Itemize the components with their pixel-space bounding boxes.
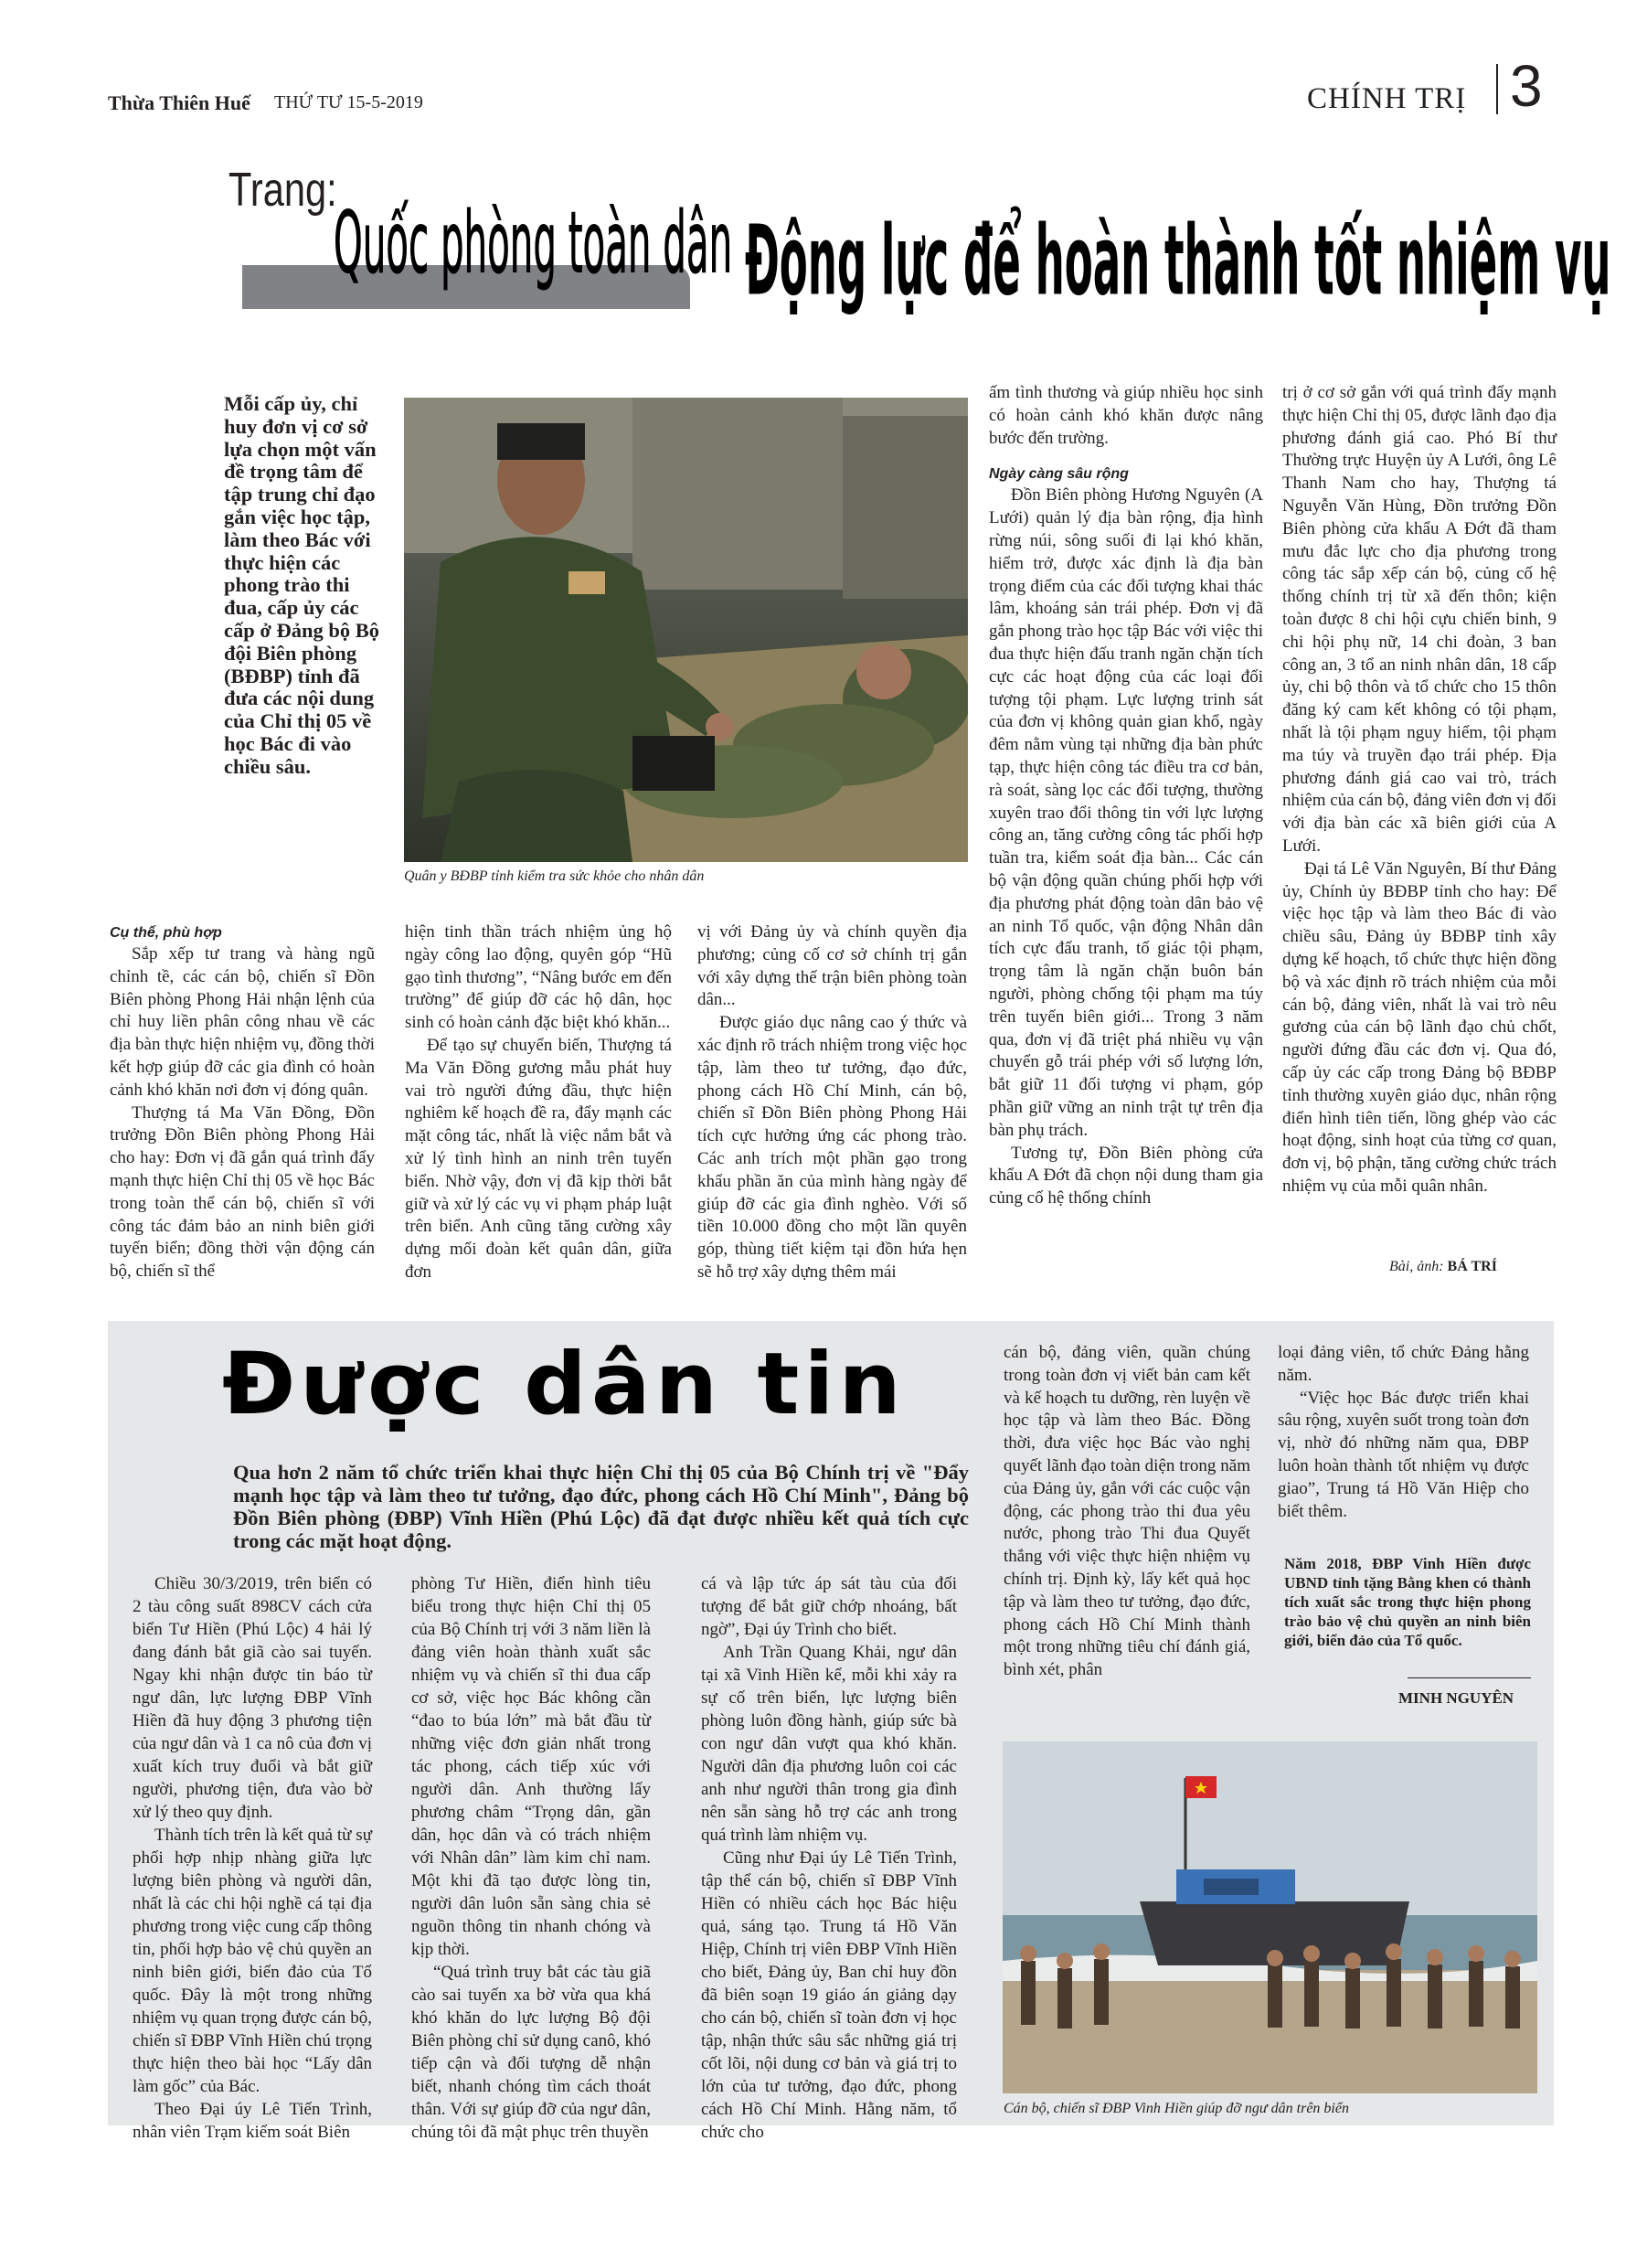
subheading-ngay-cang-sau-rong: Ngày càng sâu rộng <box>989 466 1129 483</box>
header-date: THỨ TƯ 15-5-2019 <box>274 92 423 112</box>
article2-byline: MINH NGUYÊN <box>1398 1689 1514 1707</box>
banner-prefix: Trang: <box>228 164 337 217</box>
article1-byline: Bài, ảnh: BÁ TRÍ <box>1389 1259 1497 1274</box>
article2-column-2: phòng Tư Hiền, điển hình tiêu biểu trong thực hiện Chỉ thị 05 của Bộ Chính trị với 3 năm liền là đảng viên hoàn thành xuất sắc nhiệm vụ và chiến sĩ thi đua cấp cơ sở, việc học Bác không cần “đao to búa lớn” mà bắt đầu từ những việc đơn giản nhất trong tác phong, cách tiếp xúc với người dân. Anh thường lấy phương châm “Trọng dân, gần dân, học dân và có trách nhiệm với Nhân dân” làm kim chỉ nam. Một khi đã tạo được lòng tin, người dân luôn sẵn sàng chia sẻ nguồn thông tin nhanh chóng và kịp thời. “Quá trình truy bắt các tàu giã cào sai tuyến xa bờ vừa qua khá khó khăn do lực lượng Bộ đội Biên phòng chỉ sử dụng canô, khó tiếp cận và đối tượng dễ nhận biết, nhanh chóng tìm cách thoát thân. Với sự giúp đỡ của ngư dân, chúng tôi đã mật phục trên thuyền <box>411 1574 651 2142</box>
banner-page-title: Quốc phòng toàn dân <box>334 193 733 293</box>
article2-photo-caption: Cán bộ, chiến sĩ ĐBP Vinh Hiền giúp đỡ ngư dân trên biển <box>1004 2101 1349 2116</box>
article2-photo <box>1003 1741 1537 2093</box>
medical-check-illustration <box>404 398 968 862</box>
article2-headline: Được dân tin <box>222 1335 906 1434</box>
article1-headline: Động lực để hoàn thành tốt nhiệm vụ <box>745 204 1611 317</box>
subheading-cu-the: Cụ thể, phù hợp <box>110 925 222 941</box>
page-number: 3 <box>1510 53 1543 119</box>
section-label: CHÍNH TRỊ <box>1307 82 1467 115</box>
article1-column-4: ấm tình thương và giúp nhiều học sinh có hoàn cảnh khó khăn được nâng bước đến trường. Ngày càng sâu rộng Đồn Biên phòng Hương Nguyên (A Lưới) quản lý địa bàn rộng, địa hình rừng núi, sông suối đi lại khó khăn, hiểm trở, được xác định là địa bàn trọng điểm của các đối tượng khai thác lâm, khoáng sản trái phép. Đơn vị đã gắn phong trào học tập Bác với việc thi đua thực hiện đấu tranh ngăn chặn tích cực các hoạt động của các loại đối tượng tội phạm. Lực lượng trinh sát của đơn vị không quản gian khổ, ngày đêm nằm vùng tại những địa bàn phức tạp, thực hiện công tác điều tra cơ bản, rà soát, sàng lọc các đối tượng, thường xuyên trao đổi thông tin với lực lượng công an, tăng cường công tác phối hợp tuần tra, kiểm soát địa bàn... Các cán bộ vận động quần chúng phối hợp với địa phương phát động toàn dân bảo vệ an ninh Tổ quốc, vận động Nhân dân tích cực đấu tranh, tố giác tội phạm, trọng tâm là ngăn chặn buôn bán người, phòng chống tội phạm ma túy trên tuyến biên giới... Trong 3 năm qua, đơn vị đã triệt phá nhiều vụ vận chuyển gỗ trái phép với số lượng lớn, bắt giữ 11 đối tượng vi phạm, góp phần giữ vững an ninh trật tự trên địa bàn phụ trách. Tương tự, Đồn Biên phòng cửa khẩu A Đớt đã chọn nội dung tham gia củng cố hệ thống chính <box>989 383 1263 1209</box>
article1-photo-caption: Quân y BĐBP tỉnh kiểm tra sức khỏe cho nhân dân <box>404 868 705 884</box>
article1-column-1: Cụ thể, phù hợp Sắp xếp tư trang và hàng ngũ chỉnh tề, các cán bộ, chiến sĩ Đồn Biên phòng Phong Hải nhận lệnh của chỉ huy liền phân công nhau về các địa bàn thực hiện nhiệm vụ, đồng thời kết hợp giúp đỡ các gia đình có hoàn cảnh khó khăn nơi đơn vị đóng quân. Thượng tá Ma Văn Đồng, Đồn trưởng Đồn Biên phòng Phong Hải cho hay: Đơn vị đã gắn quá trình đẩy mạnh thực hiện Chỉ thị 05 về học Bác trong toàn thể cán bộ, chiến sĩ với công tác đảm bảo an ninh biên giới tuyến biển; đồng thời vận động cán bộ, chiến sĩ thể <box>110 925 375 1282</box>
article2-column-5: loại đảng viên, tổ chức Đảng hằng năm. “Việc học Bác được triển khai sâu rộng, xuyên suốt trong toàn đơn vị, nhờ đó những năm qua, ĐBP luôn hoàn thành tốt nhiệm vụ được giao”, Trung tá Hồ Văn Hiệp cho biết thêm. <box>1278 1343 1529 1521</box>
article1-photo <box>404 398 968 862</box>
article1-column-2: hiện tinh thần trách nhiệm ủng hộ ngày công lao động, quyên góp “Hũ gạo tình thương”, “Nâng bước em đến trường” để giúp đỡ các hộ dân, học sinh có hoàn cảnh đặc biệt khó khăn... Để tạo sự chuyển biến, Thượng tá Ma Văn Đồng gương mẫu phát huy vai trò người đứng đầu, thực hiện nghiêm kế hoạch đề ra, đẩy mạnh các mặt công tác, nhất là việc nắm bắt và xử lý tình hình an ninh trên tuyến biển. Nhờ vậy, đơn vị đã kịp thời bắt giữ và xử lý các vụ vi phạm pháp luật trên biển. Anh cũng tăng cường xây dựng mối đoàn kết quân dân, giữa đơn <box>405 922 672 1282</box>
article2-lead: Qua hơn 2 năm tổ chức triển khai thực hiện Chỉ thị 05 của Bộ Chính trị về "Đẩy mạnh học tập và làm theo tư tưởng, đạo đức, phong cách Hồ Chí Minh", Đảng bộ Đồn Biên phòng (ĐBP) Vĩnh Hiền (Phú Lộc) đã đạt được nhiều kết quả tích cực trong các mặt hoạt động. <box>233 1461 969 1552</box>
header-paper-name: Thừa Thiên Huế <box>108 91 250 114</box>
article1-column-3: vị với Đảng ủy và chính quyền địa phương; củng cố cơ sở chính trị gắn với xây dựng thế trận biên phòng toàn dân... Được giáo dục nâng cao ý thức và xác định rõ trách nhiệm trong việc học tập, làm theo tư tưởng, đạo đức, phong cách Hồ Chí Minh, cán bộ, chiến sĩ Đồn Biên phòng Phong Hải tích cực hưởng ứng các phong trào. Các anh trích một phần gạo trong khẩu phần ăn của mình hàng ngày để giúp đỡ các gia đình nghèo. Với số tiền 10.000 đồng cho một lần quyên góp, thùng tiết kiệm tại đồn hứa hẹn sẽ hỗ trợ xây dựng thêm mái <box>697 922 967 1282</box>
article2-column-4: cán bộ, đảng viên, quần chúng trong toàn đơn vị viết bản cam kết và kế hoạch tu dưỡng, rèn luyện về học tập và làm theo Bác. Đồng thời, đưa việc học Bác vào nghị quyết lãnh đạo toàn diện trong năm của Đảng ủy, gắn với các cuộc vận động, các phong trào thi đua yêu nước, phong trào Thi đua Quyết thắng với việc thực hiện nhiệm vụ chính trị. Định kỳ, lấy kết quả học tập và làm theo tư tưởng, đạo đức, phong cách Hồ Chí Minh thành một trong những tiêu chí đánh giá, bình xét, phân <box>1004 1343 1250 1680</box>
flag-icon <box>1185 1776 1217 1798</box>
article2-column-3: cá và lập tức áp sát tàu của đối tượng để bắt giữ chớp nhoáng, bất ngờ”, Đại úy Trình cho biết. Anh Trần Quang Khải, ngư dân tại xã Vinh Hiền kể, mỗi khi xảy ra sự cố trên biển, lực lượng biên phòng luôn đồng hành, giúp sức bà con ngư dân vượt qua khó khăn. Người dân địa phương luôn coi các anh như người thân trong gia đình nên sẵn sàng hỗ trợ các anh trong quá trình làm nhiệm vụ. Cũng như Đại úy Lê Tiến Trình, tập thể cán bộ, chiến sĩ ĐBP Vĩnh Hiền có nhiều cách học Bác hiệu quả, sáng tạo. Trung tá Hồ Văn Hiệp, Chính trị viên ĐBP Vĩnh Hiền cho biết, Đảng ủy, Ban chỉ huy đồn đã biên soạn 19 giáo án giảng dạy cho cán bộ, chiến sĩ toàn đơn vị học tập, nhận thức sâu sắc những giá trị cốt lõi, nội dung cơ bản và giá trị to lớn của tư tưởng, đạo đức, phong cách Hồ Chí Minh. Hằng năm, tổ chức cho <box>701 1574 957 2142</box>
header-divider <box>1496 64 1498 114</box>
article2-note: Năm 2018, ĐBP Vinh Hiền được UBND tỉnh tặng Bằng khen có thành tích xuất sắc trong thực hiện phong trào bảo vệ chủ quyền an ninh biên giới, biển đảo của Tổ quốc. <box>1284 1555 1531 1649</box>
article1-column-5: trị ở cơ sở gắn với quá trình đẩy mạnh thực hiện Chỉ thị 05, được lãnh đạo địa phương đánh giá cao. Phó Bí thư Thường trực Huyện ủy A Lưới, ông Lê Thanh Nam cho hay, Thượng tá Nguyễn Văn Hùng, Đồn trưởng Đồn Biên phòng cửa khẩu A Đớt đã tham mưu đắc lực cho địa phương trong công tác sắp xếp cán bộ, củng cố hệ thống chính trị từ xã đến thôn; kiện toàn được 8 chi hội cựu chiến binh, 9 chi hội phụ nữ, 14 chi đoàn, 3 ban công an, 3 tổ an ninh nhân dân, 18 cấp ủy, chi bộ thôn và tổ chức cho 15 thôn đăng ký cam kết không có tội phạm, nhất là tội phạm nguy hiểm, tội phạm ma túy và truyền đạo trái phép. Địa phương đánh giá cao vai trò, trách nhiệm của cán bộ, đảng viên đơn vị đối với địa bàn các xã biên giới của A Lưới. Đại tá Lê Văn Nguyên, Bí thư Đảng ủy, Chính ủy BĐBP tỉnh cho hay: Để việc học tập và làm theo Bác đi vào chiều sâu, Đảng ủy BĐBP tỉnh xây dựng kế hoạch, tổ chức thực hiện đồng bộ và xác định rõ trách nhiệm của mỗi cán bộ, đảng viên, nhất là vai trò nêu gương của cán bộ lãnh đạo chủ chốt, người đứng đầu các đơn vị. Qua đó, cấp ủy các cấp trong Đảng bộ BĐBP tỉnh thường xuyên giáo dục, nhân rộng điển hình tiên tiến, lồng ghép vào các hoạt động, sinh hoạt của từng cơ quan, đơn vị, bộ phận, tăng cường chức trách nhiệm vụ của mỗi quân nhân. <box>1282 383 1557 1196</box>
article2-column-1: Chiều 30/3/2019, trên biển có 2 tàu công suất 898CV cách cửa biển Tư Hiền (Phú Lộc) 4 hải lý đang đánh bắt giã cào sai tuyến. Ngay khi nhận được tin báo từ ngư dân, lực lượng ĐBP Vĩnh Hiền đã huy động 3 phương tiện của ngư dân và 1 ca nô của đơn vị xuất kích truy đuổi và bắt giữ người, phương tiện, đưa vào bờ xử lý theo quy định. Thành tích trên là kết quả từ sự phối hợp nhịp nhàng giữa lực lượng biên phòng và người dân, nhất là các chi hội nghề cá tại địa phương trong việc cung cấp thông tin, phối hợp bảo vệ chủ quyền an ninh biên giới, biển đảo của Tổ quốc. Đây là một trong những nhiệm vụ quan trọng được cán bộ, chiến sĩ ĐBP Vĩnh Hiền chú trọng thực hiện theo bài học “Lấy dân làm gốc” của Bác. Theo Đại úy Lê Tiến Trình, nhân viên Trạm kiểm soát Biên <box>133 1574 372 2142</box>
article2-note-rule <box>1408 1677 1531 1678</box>
article1-lead: Mỗi cấp ủy, chỉ huy đơn vị cơ sở lựa chọn một vấn đề trọng tâm để tập trung chỉ đạo gắn việc học tập, làm theo Bác với thực hiện các phong trào thi đua, cấp ủy các cấp ở Đảng bộ Bộ đội Biên phòng (BĐBP) tỉnh đã đưa các nội dung của Chỉ thị 05 về học Bác đi vào chiều sâu. <box>224 392 379 778</box>
